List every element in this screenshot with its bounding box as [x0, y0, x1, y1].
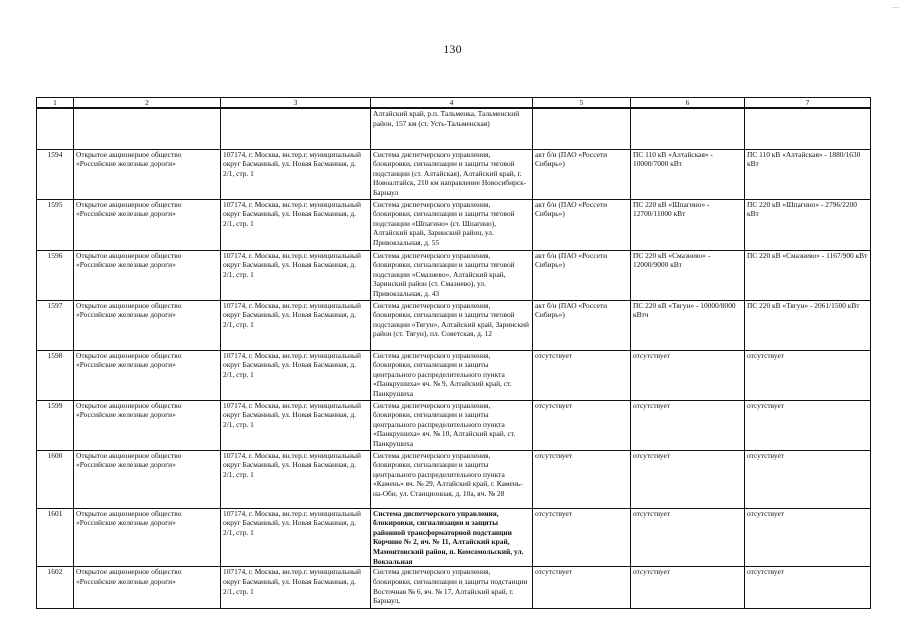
source-power-cell: ПС 220 кВ «Тягун» - 10000/8000 кВтч [631, 300, 745, 350]
organization-cell [74, 108, 221, 149]
allocated-power-cell: отсутствует [745, 567, 871, 609]
col-header: 6 [631, 98, 745, 109]
col-header: 4 [371, 98, 533, 109]
registry-table [36, 97, 871, 609]
row-number [37, 108, 74, 149]
row-number: 1602 [37, 567, 74, 609]
page-number: 130 [443, 42, 462, 56]
object-cell: Система диспетчерского управления, блокировки, сигнализации и защиты подстанции Восточная № 6, яч. № 17, Алтайский край, г. Барнаул, [371, 567, 533, 609]
document-cell: акт б/н (ПАО «Россети Сибирь») [533, 199, 631, 250]
document-cell: отсутствует [533, 350, 631, 400]
allocated-power-cell: ПС 220 кВ «Смазнево» - 1167/900 кВт [745, 250, 871, 300]
table-row [37, 508, 871, 567]
document-cell: отсутствует [533, 508, 631, 567]
object-cell: Система диспетчерского управления, блокировки, сигнализации и защиты тяговой подстанции «Шпагино» (ст. Шпагино), Алтайский край, Заринский район, ул. Привокзальная, д. 55 [371, 199, 533, 250]
row-number: 1600 [37, 450, 74, 508]
allocated-power-cell [745, 108, 871, 149]
source-power-cell: ПС 220 кВ «Шпагино» - 12700/11000 кВт [631, 199, 745, 250]
address-cell: 107174, г. Москва, вн.тер.г. муниципальный округ Басманный, ул. Новая Басманная, д. 2/1, стр. 1 [221, 250, 371, 300]
organization-cell: Открытое акционерное общество «Российские железные дороги» [74, 567, 221, 609]
source-power-cell: ПС 110 кВ «Алтайская» - 10000/7000 кВт [631, 149, 745, 199]
allocated-power-cell: ПС 220 кВ «Шпагино» - 2796/2200 кВт [745, 199, 871, 250]
document-cell: акт б/н (ПАО «Россети Сибирь») [533, 149, 631, 199]
allocated-power-cell: отсутствует [745, 450, 871, 508]
organization-cell: Открытое акционерное общество «Российские железные дороги» [74, 350, 221, 400]
col-header: 3 [221, 98, 371, 109]
table-row [37, 350, 871, 400]
col-header: 5 [533, 98, 631, 109]
address-cell: 107174, г. Москва, вн.тер.г. муниципальный округ Басманный, ул. Новая Басманная, д. 2/1, стр. 1 [221, 199, 371, 250]
document-cell [533, 108, 631, 149]
organization-cell: Открытое акционерное общество «Российские железные дороги» [74, 250, 221, 300]
document-cell: отсутствует [533, 567, 631, 609]
object-cell: Система диспетчерского управления, блокировки, сигнализации и защиты центрального распределительного пункта «Панкрушиха» яч. № 9, Алтайский край, ст. Панкрушиха [371, 350, 533, 400]
object-cell: Система диспетчерского управления, блокировки, сигнализации и защиты тяговой подстанции «Смазнево», Алтайский край, Заринский район (ст. Смазнево), ул. Привокзальная, д. 43 [371, 250, 533, 300]
organization-cell: Открытое акционерное общество «Российские железные дороги» [74, 508, 221, 567]
object-cell: Система диспетчерского управления, блокировки, сигнализации и защиты тяговой подстанции (ст. Алтайская), Алтайский край, г. Новоалтайск, 210 км направление Новосибирск-Барнаул [371, 149, 533, 199]
document-cell: акт б/н (ПАО «Россети Сибирь») [533, 250, 631, 300]
row-number: 1594 [37, 149, 74, 199]
table-row [37, 567, 871, 609]
address-cell: 107174, г. Москва, вн.тер.г. муниципальный округ Басманный, ул. Новая Басманная, д. 2/1, стр. 1 [221, 400, 371, 450]
address-cell [221, 108, 371, 149]
organization-cell: Открытое акционерное общество «Российские железные дороги» [74, 300, 221, 350]
allocated-power-cell: отсутствует [745, 508, 871, 567]
object-cell: Алтайский край, р.п. Тальменка, Тальменский район, 157 км (ст. Усть-Тальменская) [371, 108, 533, 149]
row-number: 1597 [37, 300, 74, 350]
address-cell: 107174, г. Москва, вн.тер.г. муниципальный округ Басманный, ул. Новая Басманная, д. 2/1, стр. 1 [221, 149, 371, 199]
organization-cell: Открытое акционерное общество «Российские железные дороги» [74, 450, 221, 508]
source-power-cell: отсутствует [631, 350, 745, 400]
address-cell: 107174, г. Москва, вн.тер.г. муниципальный округ Басманный, ул. Новая Басманная, д. 2/1, стр. 1 [221, 300, 371, 350]
table-row [37, 199, 871, 250]
allocated-power-cell: ПС 110 кВ «Алтайская» - 1880/1630 кВт [745, 149, 871, 199]
allocated-power-cell: ПС 220 кВ «Тягун» - 2061/1500 кВт [745, 300, 871, 350]
row-number: 1601 [37, 508, 74, 567]
object-cell: Система диспетчерского управления, блокировки, сигнализации и защиты центрального распределительного пункта «Панкрушиха» яч. № 10, Алтайский край, ст. Панкрушиха [371, 400, 533, 450]
object-cell: Система диспетчерского управления, блокировки, сигнализации и защиты тяговой подстанции «Тягун», Алтайский край, Заринский район (ст. Тягун), пл. Советская, д. 12 [371, 300, 533, 350]
table-row [37, 450, 871, 508]
source-power-cell: ПС 220 кВ «Смазнево» - 12000/9000 кВт [631, 250, 745, 300]
col-header: 1 [37, 98, 74, 109]
col-header: 7 [745, 98, 871, 109]
source-power-cell: отсутствует [631, 400, 745, 450]
address-cell: 107174, г. Москва, вн.тер.г. муниципальный округ Басманный, ул. Новая Басманная, д. 2/1, стр. 1 [221, 508, 371, 567]
table-row [37, 108, 871, 149]
table-row [37, 300, 871, 350]
table-row [37, 149, 871, 199]
allocated-power-cell: отсутствует [745, 350, 871, 400]
allocated-power-cell: отсутствует [745, 400, 871, 450]
source-power-cell: отсутствует [631, 508, 745, 567]
object-cell: Система диспетчерского управления, блокировки, сигнализации и защиты районной трансформаторной подстанции Корчино № 2, яч. № 11, Алтайский край, Мамонтовский район, п. Комсомольский, ул. Вокзальная [371, 508, 533, 567]
document-cell: отсутствует [533, 400, 631, 450]
document-cell: акт б/н (ПАО «Россети Сибирь») [533, 300, 631, 350]
organization-cell: Открытое акционерное общество «Российские железные дороги» [74, 149, 221, 199]
source-power-cell [631, 108, 745, 149]
row-number: 1598 [37, 350, 74, 400]
header-row [37, 98, 871, 109]
table-row [37, 400, 871, 450]
document-cell: отсутствует [533, 450, 631, 508]
row-number: 1599 [37, 400, 74, 450]
source-power-cell: отсутствует [631, 450, 745, 508]
row-number: 1596 [37, 250, 74, 300]
row-number: 1595 [37, 199, 74, 250]
table-row [37, 250, 871, 300]
address-cell: 107174, г. Москва, вн.тер.г. муниципальный округ Басманный, ул. Новая Басманная, д. 2/1, стр. 1 [221, 350, 371, 400]
source-power-cell: отсутствует [631, 567, 745, 609]
organization-cell: Открытое акционерное общество «Российские железные дороги» [74, 400, 221, 450]
col-header: 2 [74, 98, 221, 109]
object-cell: Система диспетчерского управления, блокировки, сигнализации и защиты центрального распределительного пункта «Камень» яч. № 29, Алтайский край, г. Камень-на-Оби, ул. Станционная, д. 10а, яч. № 28 [371, 450, 533, 508]
organization-cell: Открытое акционерное общество «Российские железные дороги» [74, 199, 221, 250]
address-cell: 107174, г. Москва, вн.тер.г. муниципальный округ Басманный, ул. Новая Басманная, д. 2/1, стр. 1 [221, 567, 371, 609]
address-cell: 107174, г. Москва, вн.тер.г. муниципальный округ Басманный, ул. Новая Басманная, д. 2/1, стр. 1 [221, 450, 371, 508]
corner-mark: — [892, 3, 899, 11]
